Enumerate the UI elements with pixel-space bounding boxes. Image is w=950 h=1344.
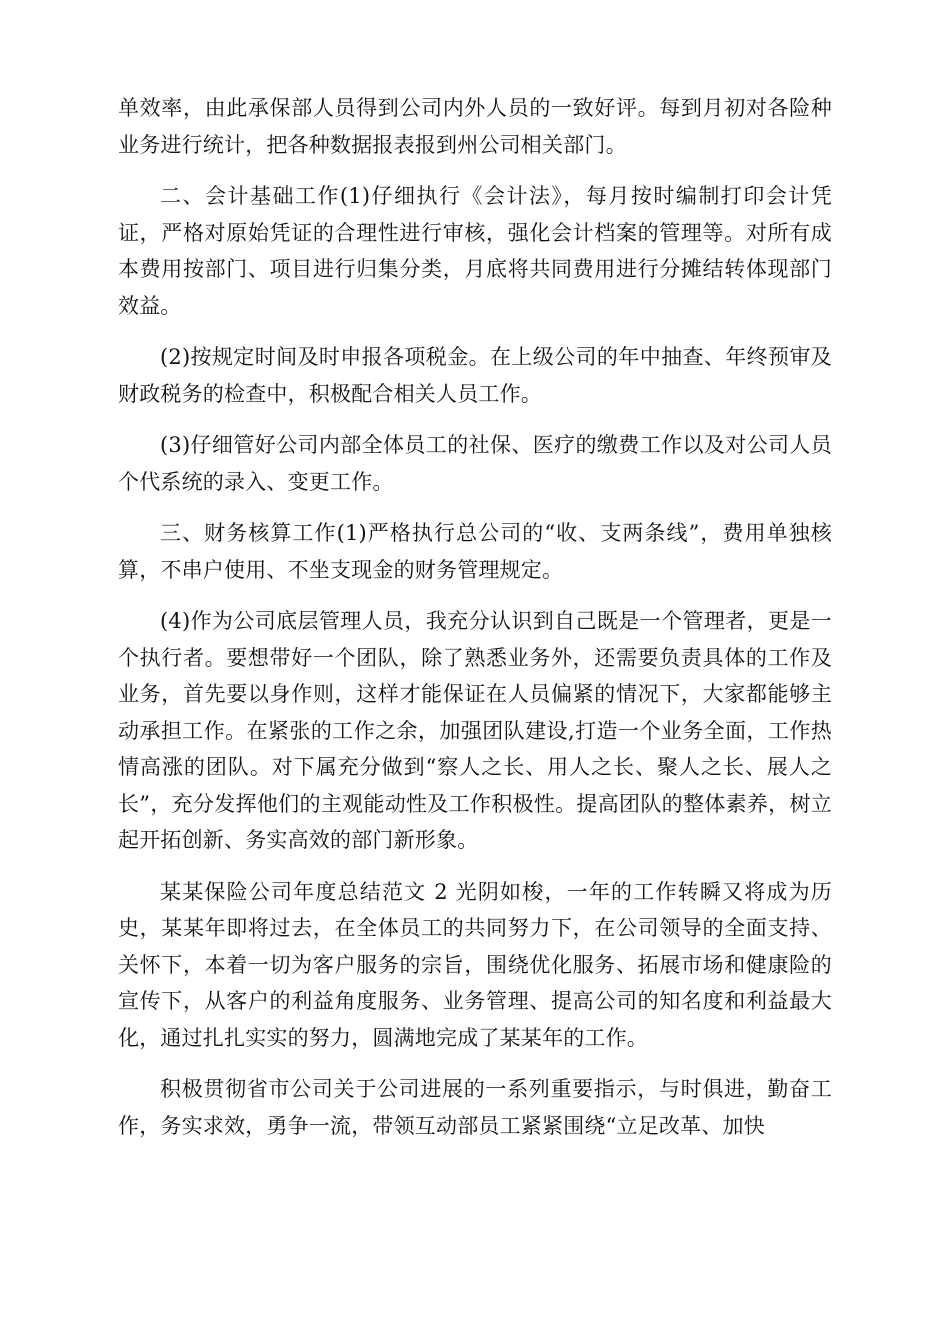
paragraph: 三、财务核算工作(1)严格执行总公司的“收、支两条线”，费用单独核算，不串户使用、不坐支现金的财务管理规定。 xyxy=(118,521,832,582)
paragraph: 积极贯彻省市公司关于公司进展的一系列重要指示，与时俱进，勤奋工作，务实求效，勇争一流，带领互动部员工紧紧围绕“立足改革、加快 xyxy=(118,1077,832,1138)
paragraph: 二、会计基础工作(1)仔细执行《会计法》，每月按时编制打印会计凭证，严格对原始凭证的合理性进行审核，强化会计档案的管理等。对所有成本费用按部门、项目进行归集分类，月底将共同费用进行分摊结转体现部门效益。 xyxy=(118,184,832,318)
document-page xyxy=(118,90,832,1159)
paragraph: (3)仔细管好公司内部全体员工的社保、医疗的缴费工作以及对公司人员个代系统的录入、变更工作。 xyxy=(118,433,832,494)
paragraph: 某某保险公司年度总结范文 2 光阴如梭，一年的工作转瞬又将成为历史，某某年即将过去，在全体员工的共同努力下，在公司领导的全面支持、关怀下，本着一切为客户服务的宗旨，围绕优化服务、拓展市场和健康险的宣传下，从客户的利益角度服务、业务管理、提高公司的知名度和利益最大化，通过扎扎实实的努力，圆满地完成了某某年的工作。 xyxy=(118,879,832,1050)
paragraph: (2)按规定时间及时申报各项税金。在上级公司的年中抽查、年终预审及财政税务的检查中，积极配合相关人员工作。 xyxy=(118,345,832,406)
paragraph: (4)作为公司底层管理人员，我充分认识到自己既是一个管理者，更是一个执行者。要想带好一个团队，除了熟悉业务外，还需要负责具体的工作及业务，首先要以身作则，这样才能保证在人员偏紧的情况下，大家都能够主动承担工作。在紧张的工作之余，加强团队建设,打造一个业务全面，工作热情高涨的团队。对下属充分做到“察人之长、用人之长、聚人之长、展人之长”，充分发挥他们的主观能动性及工作积极性。提高团队的整体素养，树立起开拓创新、务实高效的部门新形象。 xyxy=(118,609,832,852)
paragraph: 单效率，由此承保部人员得到公司内外人员的一致好评。每到月初对各险种业务进行统计，把各种数据报表报到州公司相关部门。 xyxy=(118,96,832,157)
